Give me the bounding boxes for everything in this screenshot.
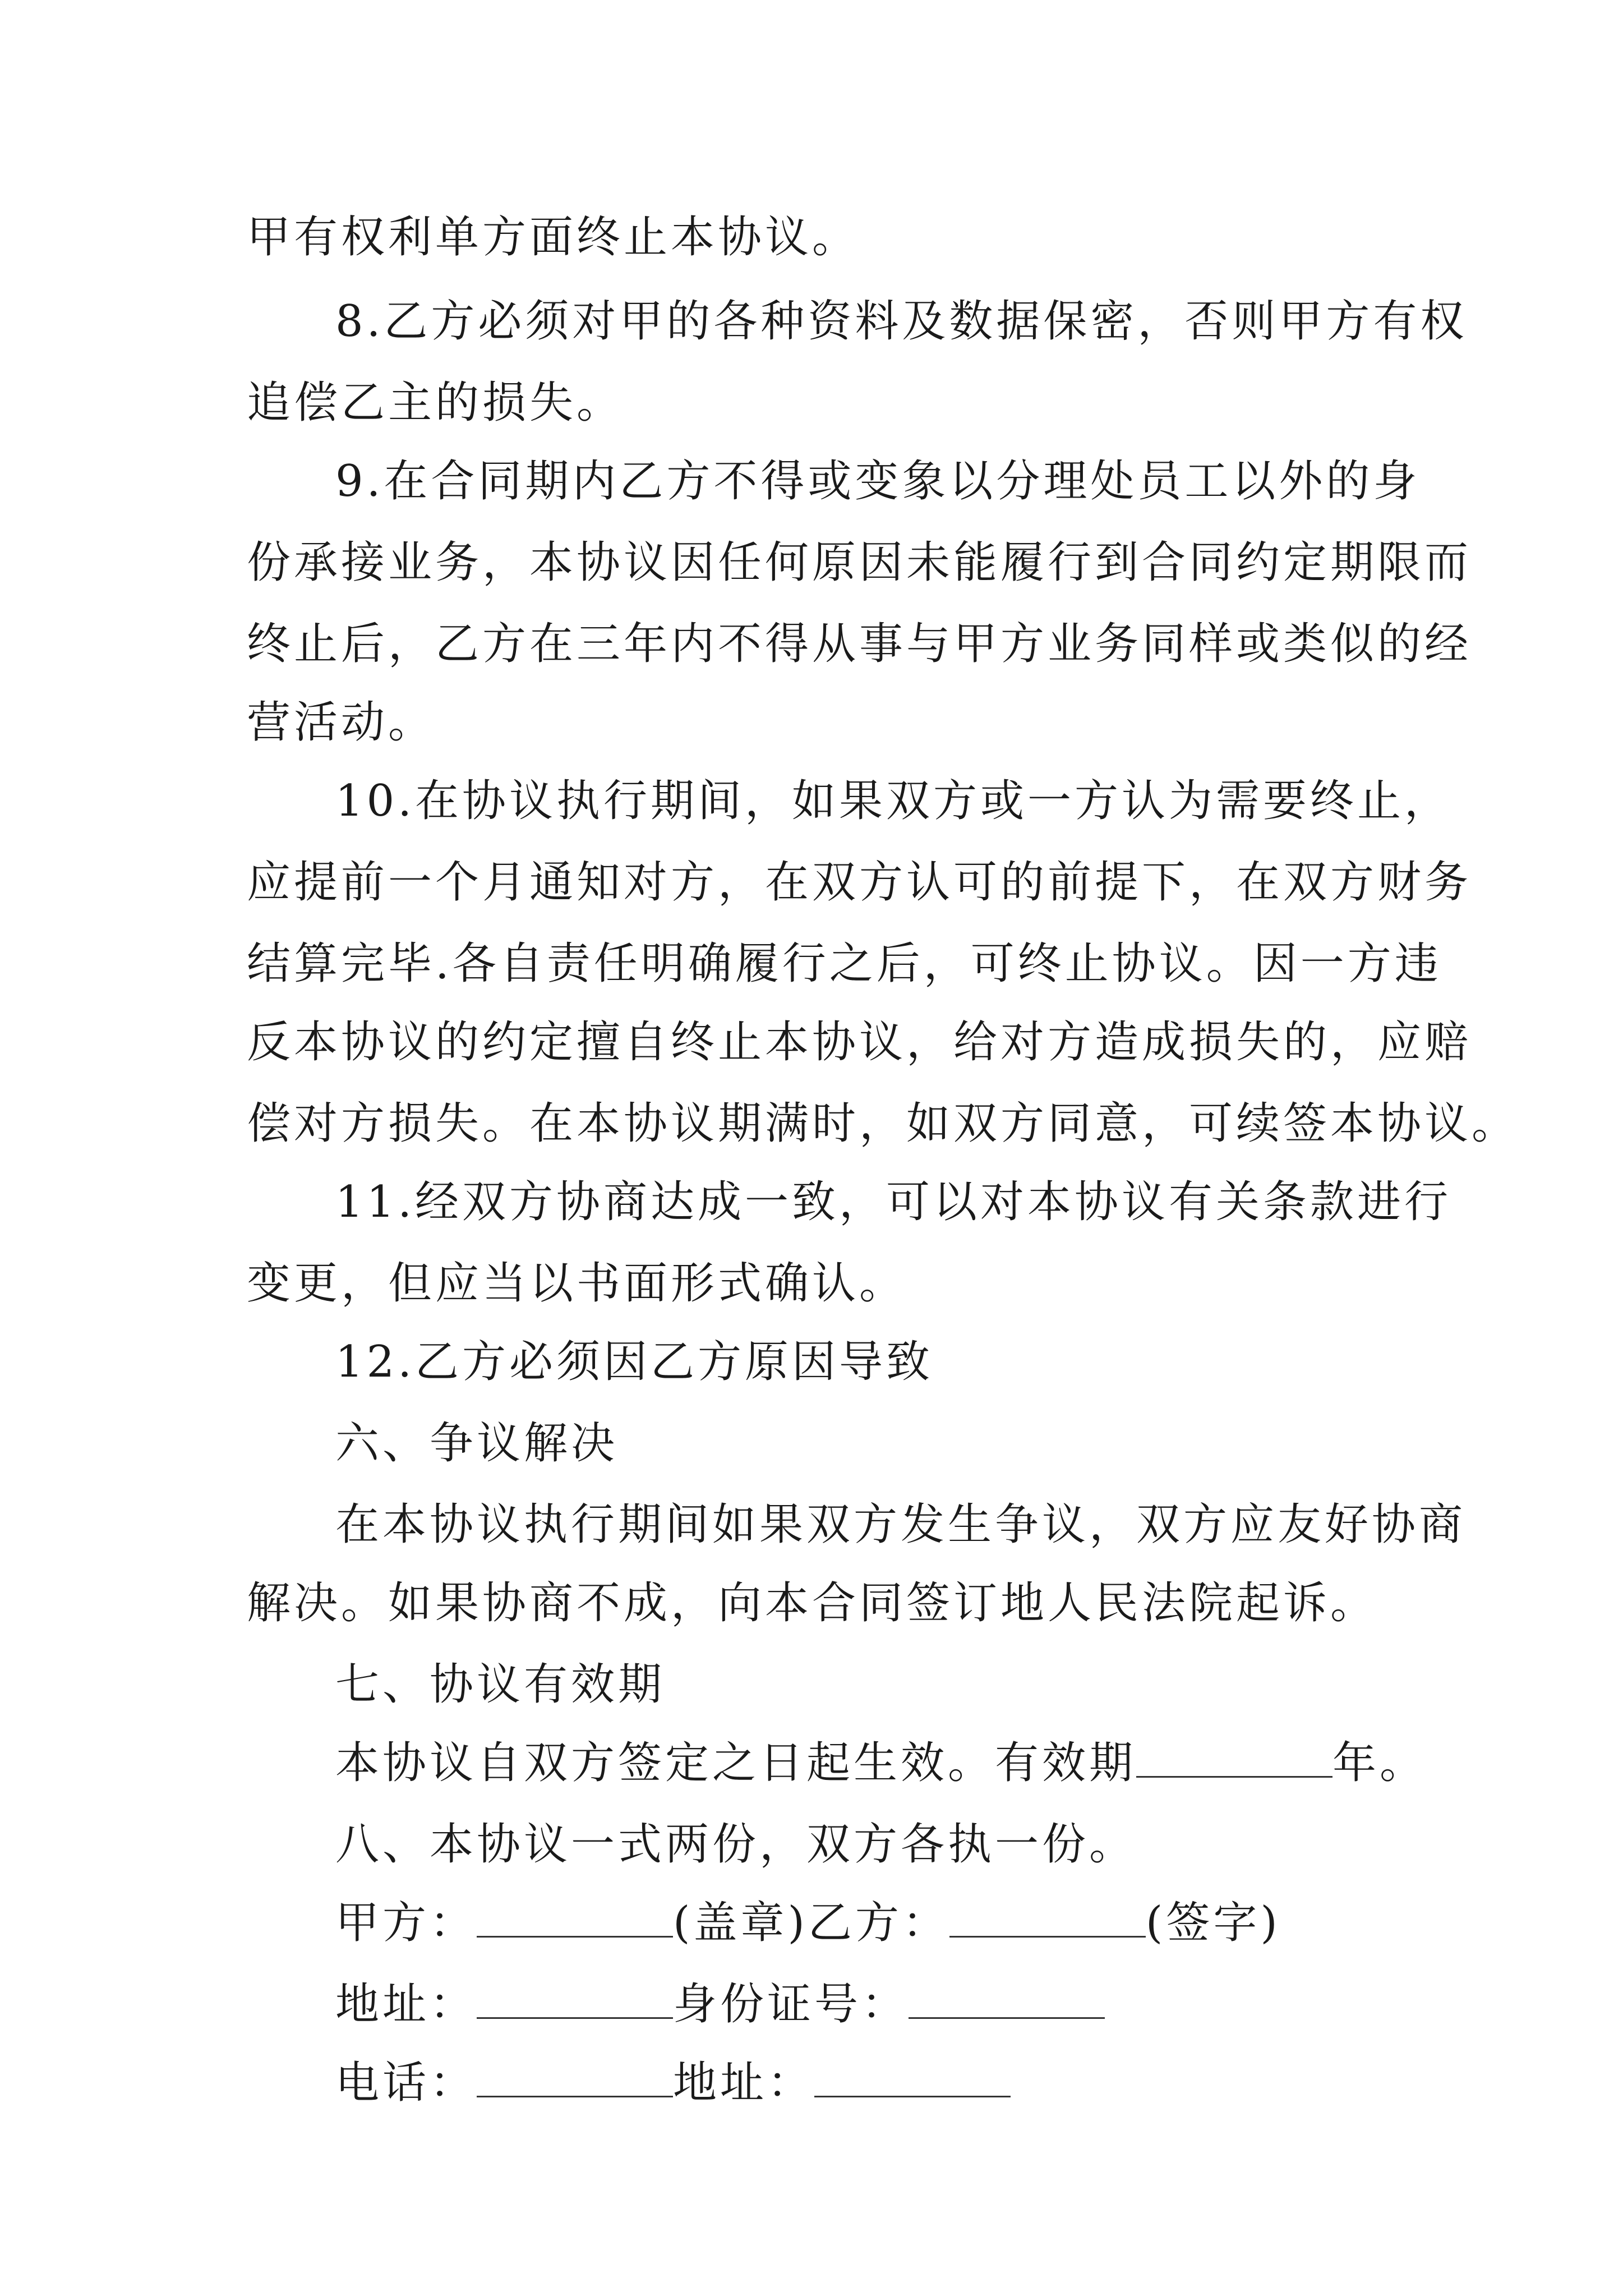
id-label: 身份证号： bbox=[673, 1979, 909, 2030]
address2-blank bbox=[814, 2061, 1011, 2097]
seal-label: (盖章)乙方： bbox=[673, 1898, 949, 1948]
id-blank bbox=[909, 1982, 1105, 2019]
clause-11: 11.经双方协商达成一致，可以对本协议有关条款进行 bbox=[335, 1177, 1452, 1227]
paragraph-line: 追偿乙主的损失。 bbox=[247, 378, 624, 428]
copies-clause: 八、本协议一式两份，双方各执一份。 bbox=[335, 1819, 1137, 1870]
address-blank bbox=[477, 1982, 673, 2019]
address-label: 地址： bbox=[335, 1979, 477, 2030]
party-a-label: 甲方： bbox=[335, 1898, 477, 1948]
party-a-blank bbox=[477, 1901, 673, 1938]
paragraph-line: 偿对方损失。在本协议期满时，如双方同意，可续签本协议。 bbox=[247, 1098, 1519, 1149]
paragraph-line: 变更，但应当以书面形式确认。 bbox=[247, 1258, 907, 1309]
section-heading-validity: 七、协议有效期 bbox=[335, 1659, 666, 1710]
phone-blank bbox=[477, 2061, 673, 2097]
paragraph-line: 应提前一个月通知对方，在双方认可的前提下，在双方财务 bbox=[247, 857, 1472, 908]
validity-years-blank bbox=[1136, 1741, 1332, 1778]
validity-line bbox=[335, 1724, 1427, 1802]
sign-label: (签字) bbox=[1145, 1898, 1281, 1948]
paragraph-line: 终止后，乙方在三年内不得从事与甲方业务同样或类似的经 bbox=[247, 619, 1472, 669]
paragraph-line: 甲有权利单方面终止本协议。 bbox=[247, 212, 860, 263]
signature-row-address bbox=[335, 1965, 1105, 2044]
clause-12: 12.乙方必须因乙方原因导致 bbox=[335, 1337, 934, 1387]
paragraph-line: 结算完毕.各自责任明确履行之后，可终止协议。因一方违 bbox=[247, 938, 1442, 989]
address2-label: 地址： bbox=[673, 2058, 815, 2108]
clause-8: 8.乙方必须对甲的各种资料及数据保密，否则甲方有权 bbox=[335, 296, 1468, 347]
paragraph-line: 解决。如果协商不成，向本合同签订地人民法院起诉。 bbox=[247, 1578, 1378, 1628]
party-b-blank bbox=[949, 1901, 1146, 1938]
paragraph-line: 反本协议的约定擅自终止本协议，给对方造成损失的，应赔 bbox=[247, 1017, 1472, 1068]
validity-prefix: 本协议自双方签定之日起生效。有效期 bbox=[335, 1738, 1137, 1788]
signature-row-phone bbox=[335, 2044, 1011, 2122]
signature-row-parties bbox=[335, 1884, 1281, 1962]
clause-10: 10.在协议执行期间，如果双方或一方认为需要终止， bbox=[335, 776, 1452, 826]
validity-suffix: 年。 bbox=[1332, 1738, 1427, 1788]
section-heading-dispute: 六、争议解决 bbox=[335, 1418, 619, 1469]
phone-label: 电话： bbox=[335, 2058, 477, 2108]
clause-9: 9.在合同期内乙方不得或变象以分理处员工以外的身 bbox=[335, 456, 1421, 507]
paragraph-line: 份承接业务，本协议因任何原因未能履行到合同约定期限而 bbox=[247, 537, 1472, 588]
paragraph-line: 在本协议执行期间如果双方发生争议，双方应友好协商 bbox=[335, 1499, 1467, 1550]
paragraph-line: 营活动。 bbox=[247, 697, 436, 748]
